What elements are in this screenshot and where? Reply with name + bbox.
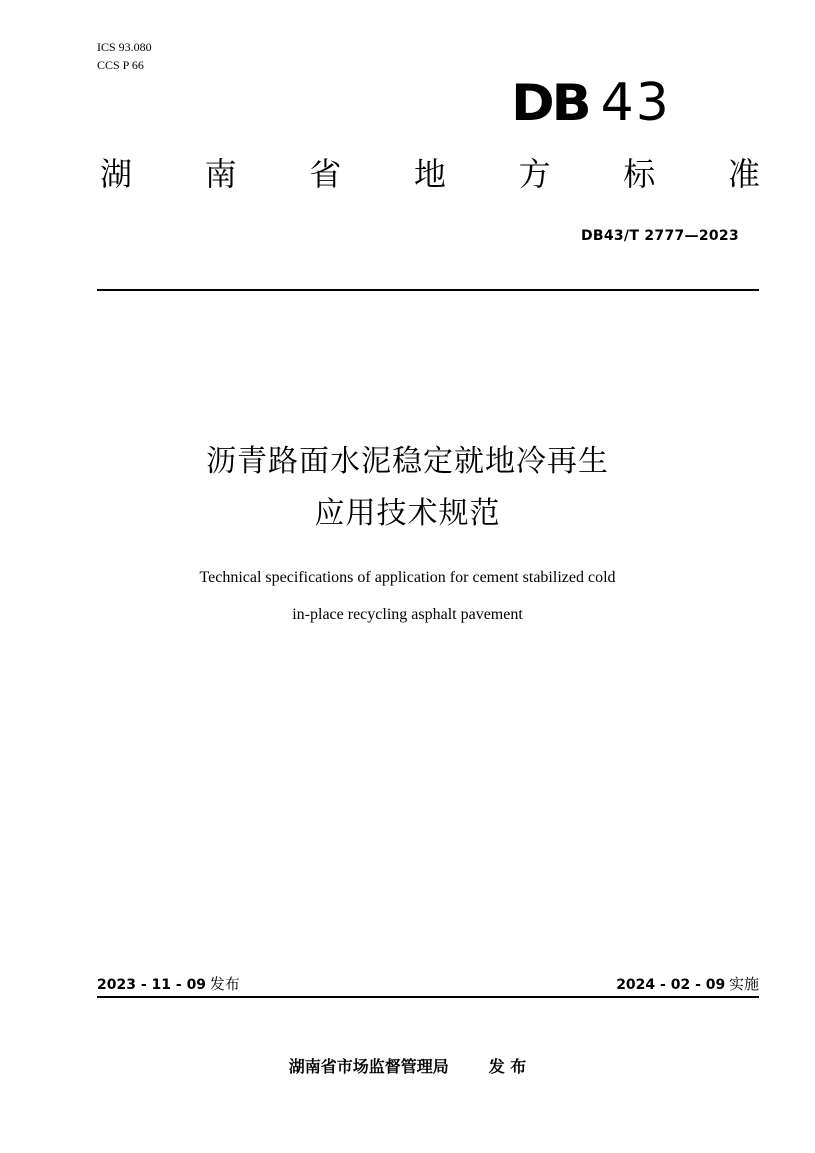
issue-date-label: 发布 <box>209 975 240 993</box>
issue-date <box>97 974 240 995</box>
implementation-date-value: 2024 - 02 - 09 <box>616 977 726 993</box>
top-divider <box>97 289 759 291</box>
publisher-action: 发 布 <box>488 1057 527 1076</box>
publisher-line <box>0 1056 815 1078</box>
standard-type-char: 准 <box>727 155 760 193</box>
title-chinese-line-2: 应用技术规范 <box>314 496 501 531</box>
standard-type-char: 方 <box>518 155 551 193</box>
bottom-divider <box>97 996 759 998</box>
standard-type-char: 地 <box>413 155 446 193</box>
standard-type-char: 标 <box>623 155 656 193</box>
issue-date-value: 2023 - 11 - 09 <box>97 977 207 993</box>
standard-number: DB43/T 2777—2023 <box>580 228 739 244</box>
logo-letters: DB <box>511 74 589 132</box>
standard-type <box>100 154 760 194</box>
title-english-line-1: Technical specifications of application for cement stabilized cold <box>199 569 616 586</box>
implementation-date-label: 实施 <box>728 975 759 993</box>
ics-code: ICS 93.080 <box>97 40 152 54</box>
publisher-name: 湖南省市场监督管理局 <box>288 1057 449 1076</box>
title-chinese-line-1: 沥青路面水泥稳定就地冷再生 <box>206 444 609 479</box>
standard-type-char: 南 <box>204 155 237 193</box>
ccs-code: CCS P 66 <box>97 58 144 72</box>
implementation-date <box>616 974 759 995</box>
title-english-line-2: in-place recycling asphalt pavement <box>292 606 523 623</box>
standard-type-char: 省 <box>309 155 342 193</box>
db-logo <box>511 73 671 133</box>
standard-type-char: 湖 <box>100 155 133 193</box>
logo-number: 43 <box>600 73 671 133</box>
